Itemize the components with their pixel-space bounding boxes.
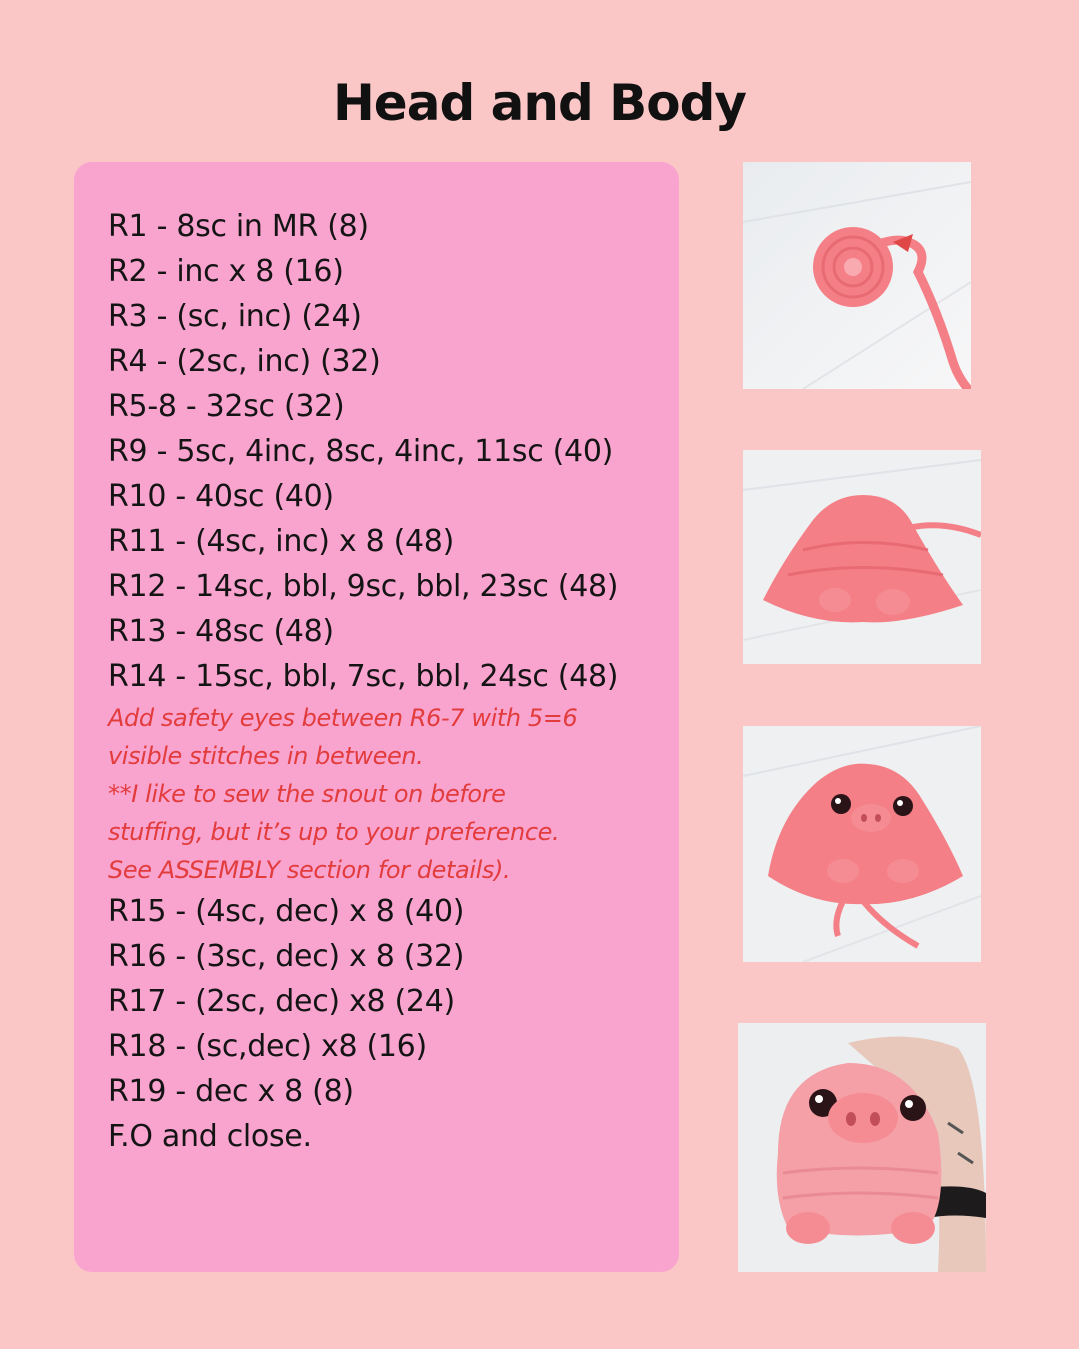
pattern-row: R12 - 14sc, bbl, 9sc, bbl, 23sc (48) [108,569,619,604]
photo-magic-ring [743,162,971,389]
pattern-row: R13 - 48sc (48) [108,614,334,649]
pattern-panel [74,162,679,1272]
pattern-row: R15 - (4sc, dec) x 8 (40) [108,894,465,929]
pattern-row: R9 - 5sc, 4inc, 8sc, 4inc, 11sc (40) [108,434,614,469]
pattern-row: R11 - (4sc, inc) x 8 (48) [108,524,454,559]
note-line: stuffing, but it’s up to your preference. [108,818,560,846]
page-title: Head and Body [332,74,747,132]
pattern-row: R10 - 40sc (40) [108,479,334,514]
pattern-row: F.O and close. [108,1119,312,1154]
photo-face-snout [743,726,981,962]
note-line: See ASSEMBLY section for details). [108,856,511,884]
pattern-row: R5-8 - 32sc (32) [108,389,345,424]
pattern-row: R14 - 15sc, bbl, 7sc, bbl, 24sc (48) [108,659,619,694]
pattern-row: R17 - (2sc, dec) x8 (24) [108,984,455,1019]
pattern-row: R19 - dec x 8 (8) [108,1074,354,1109]
pattern-row: R1 - 8sc in MR (8) [108,209,369,244]
assembly-note [108,699,673,889]
pattern-row: R3 - (sc, inc) (24) [108,299,362,334]
pattern-row: R18 - (sc,dec) x8 (16) [108,1029,427,1064]
pattern-rows [108,204,673,1159]
note-line: **I like to sew the snout on before [108,780,506,808]
photo-finished-body [738,1023,986,1272]
note-line: Add safety eyes between R6-7 with 5=6 [108,704,578,732]
pattern-row: R16 - (3sc, dec) x 8 (32) [108,939,465,974]
photo-dome-bobbles [743,450,981,664]
pattern-row: R4 - (2sc, inc) (32) [108,344,381,379]
pattern-row: R2 - inc x 8 (16) [108,254,344,289]
note-line: visible stitches in between. [108,742,424,770]
